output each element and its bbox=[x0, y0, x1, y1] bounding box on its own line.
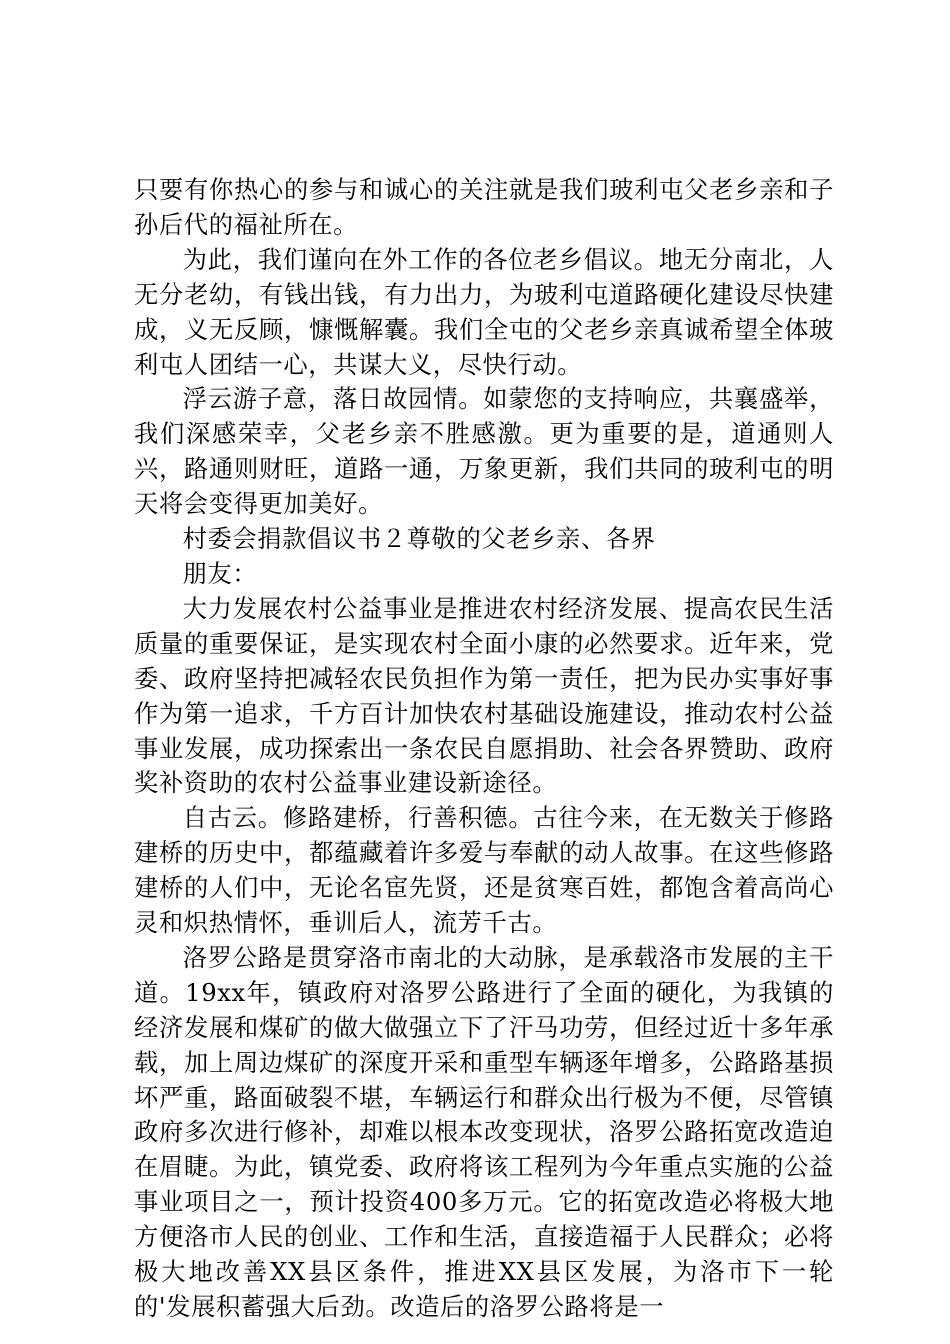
paragraph-4-heading: 村委会捐款倡议书２尊敬的父老乡亲、各界 bbox=[182, 524, 656, 554]
paragraph-8: 洛罗公路是贯穿洛市南北的大动脉，是承载洛市发展的主干道。19xx年，镇政府对洛罗公路进行了全面的硬化，为我镇的经济发展和煤矿的做大做强立下了汗马功劳，但经过近十多年承载，加上周边煤矿的深度开采和重型车辆逐年增多，公路路基损坏严重，路面破裂不堪，车辆运行和群众出行极为不便，尽管镇政府多次进行修补，却难以根本改变现状，洛罗公路拓宽改造迫在眉睫。为此，镇党委、政府将该工程列为今年重点实施的公益事业项目之一，预计投资400多万元。它的拓宽改造必将极大地方便洛市人民的创业、工作和生活，直接造福于人民群众；必将极大地改善XX县区条件，推进XX县区发展，为洛市下一轮的'发展积蓄强大后劲。改造后的洛罗公路将是一 bbox=[134, 942, 834, 1321]
paragraph-6: 大力发展农村公益事业是推进农村经济发展、提高农民生活质量的重要保证，是实现农村全面小康的必然要求。近年来，党委、政府坚持把减轻农民负担作为第一责任，把为民办实事好事作为第一追求，千方百计加快农村基础设施建设，推动农村公益事业发展，成功探索出一条农民自愿捐助、社会各界赞助、政府奖补资助的农村公益事业建设新途径。 bbox=[134, 593, 834, 798]
paragraph-7: 自古云。修路建桥，行善积德。古往今来，在无数关于修路建桥的历史中，都蕴藏着许多爱与奉献的动人故事。在这些修路建桥的人们中，无论名宦先贤，还是贫寒百姓，都饱含着高尚心灵和炽热情怀，垂训后人，流芳千古。 bbox=[134, 803, 834, 938]
paragraph-2: 为此，我们谨向在外工作的各位老乡倡议。地无分南北，人无分老幼，有钱出钱，有力出力，为玻利屯道路硬化建设尽快建成，义无反顾，慷慨解囊。我们全屯的父老乡亲真诚希望全体玻利屯人团结一心，共谋大义，尽快行动。 bbox=[134, 244, 834, 379]
paragraph-5-salutation: 朋友： bbox=[182, 558, 258, 588]
paragraph-1: 只要有你热心的参与和诚心的关注就是我们玻利屯父老乡亲和子孙后代的福祉所在。 bbox=[134, 175, 834, 239]
document-page bbox=[134, 173, 834, 1325]
paragraph-3: 浮云游子意，落日故园情。如蒙您的支持响应，共襄盛举，我们深感荣幸，父老乡亲不胜感激。更为重要的是，道通则人兴，路通则财旺，道路一通，万象更新，我们共同的玻利屯的明天将会变得更加美好。 bbox=[134, 384, 834, 519]
